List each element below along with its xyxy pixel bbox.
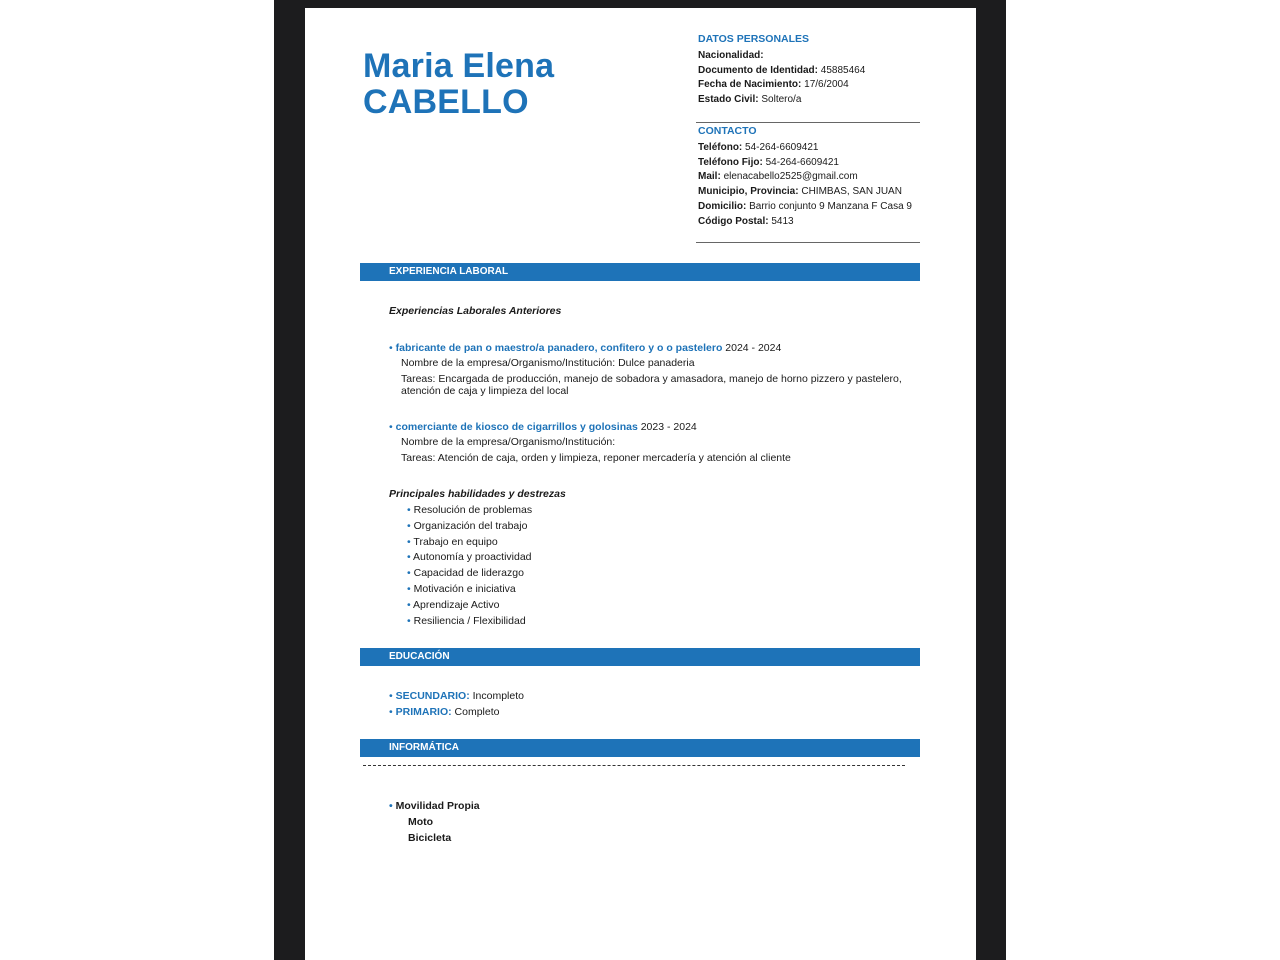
job-tasks: Tareas: Encargada de producción, manejo de sobadora y amasadora, manejo de horno pizzero y pastelero, atención de caja y limpieza del local — [401, 373, 902, 397]
list-item: • Trabajo en equipo — [407, 535, 498, 548]
job-tasks: Tareas: Atención de caja, orden y limpieza, reponer mercadería y atención al cliente — [401, 452, 791, 464]
contact-row: Municipio, Provincia: CHIMBAS, SAN JUAN — [698, 186, 902, 198]
contact-heading: CONTACTO — [698, 125, 757, 137]
experience-heading: EXPERIENCIA LABORAL — [360, 263, 920, 281]
personal-row: Estado Civil: Soltero/a — [698, 94, 802, 106]
contact-row: Teléfono Fijo: 54-264-6609421 — [698, 156, 839, 168]
list-item: Bicicleta — [408, 832, 452, 844]
job-title: fabricante de pan o maestro/a panadero, confitero y o o pastelero — [395, 342, 723, 354]
divider — [696, 122, 920, 123]
candidate-name — [363, 48, 554, 120]
job-entry: • comerciante de kiosco de cigarrillos y golosinas 2023 - 2024 Nombre de la empresa/Organismo/Institución: Tareas: Atención de caja, orden y limpieza, reponer mercadería y atención al cliente — [389, 420, 909, 464]
dashed-divider — [363, 765, 905, 766]
education-heading: EDUCACIÓN — [360, 648, 920, 666]
personal-row: Documento de Identidad: 45885464 — [698, 64, 866, 76]
list-item: • PRIMARIO: Completo — [389, 706, 500, 718]
list-item: • Autonomía y proactividad — [407, 551, 532, 564]
list-item: • Organización del trabajo — [407, 519, 528, 532]
contact-section — [698, 124, 928, 230]
job-years: 2023 - 2024 — [640, 421, 697, 433]
personal-row: Fecha de Nacimiento: 17/6/2004 — [698, 79, 849, 91]
list-item: • Resolución de problemas — [407, 504, 533, 516]
job-company: Nombre de la empresa/Organismo/Institución: Dulce panaderia — [401, 357, 695, 369]
job-entry: • fabricante de pan o maestro/a panadero, confitero y o o pastelero 2024 - 2024 Nombre de la empresa/Organismo/Institución: Dulce panaderia Tareas: Encargada de producción, manejo de sobadora y amasadora, manejo de horno pizzero y pastelero, atención de caja y limpieza del local — [389, 341, 909, 397]
mobility-section — [389, 798, 480, 846]
list-item: • SECUNDARIO: Incompleto — [389, 690, 524, 702]
list-item: Moto — [408, 816, 434, 828]
personal-data-section — [698, 32, 928, 108]
contact-row: Código Postal: 5413 — [698, 215, 794, 227]
education-list — [389, 688, 524, 720]
job-company: Nombre de la empresa/Organismo/Institución: — [401, 436, 616, 448]
mobility-title: • Movilidad Propia — [389, 800, 480, 812]
it-heading: INFORMÁTICA — [360, 739, 920, 757]
skills-list — [407, 503, 532, 629]
contact-row: Mail: elenacabello2525@gmail.com — [698, 171, 858, 183]
list-item: • Resiliencia / Flexibilidad — [407, 614, 526, 627]
last-name: CABELLO — [363, 83, 529, 121]
job-years: 2024 - 2024 — [725, 342, 782, 354]
personal-data-heading: DATOS PERSONALES — [698, 33, 810, 45]
list-item: • Motivación e iniciativa — [407, 582, 516, 595]
experience-subheading: Experiencias Laborales Anteriores — [389, 305, 562, 317]
first-name: Maria Elena — [363, 47, 555, 85]
contact-row: Teléfono: 54-264-6609421 — [698, 141, 819, 153]
job-title: comerciante de kiosco de cigarrillos y golosinas — [395, 421, 638, 433]
divider — [696, 242, 920, 243]
skills-heading: Principales habilidades y destrezas — [389, 488, 566, 500]
contact-row: Domicilio: Barrio conjunto 9 Manzana F Casa 9 — [698, 200, 912, 212]
list-item: • Capacidad de liderazgo — [407, 567, 524, 580]
resume-page — [305, 8, 976, 960]
personal-row: Nacionalidad: — [698, 49, 764, 61]
list-item: • Aprendizaje Activo — [407, 598, 500, 611]
